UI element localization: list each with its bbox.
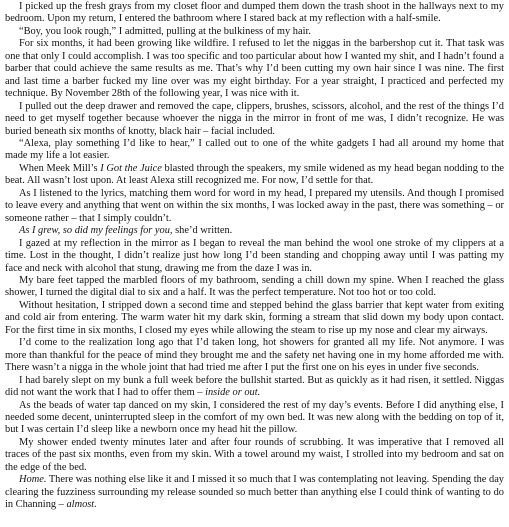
text-run: “Boy, you look rough,” I admitted, pulling at the bulkiness of my hair. <box>19 25 311 37</box>
body-paragraph <box>5 400 504 437</box>
text-run: My shower ended twenty minutes later and after four rounds of scrubbing. It was imperative that I removed all traces of the past six months, even from my skin. With a towel around my waist, I strolled into my bedroom and sat on the edge of the bed. <box>5 436 504 473</box>
text-run: she’d written. <box>172 225 233 237</box>
text-run: There was nothing else like it and I missed it so much that I was contemplating not leaving. Spending the day clearing the fuzziness surrounding my release sounded so much better than anything else I could think of wanting to do in Channing – <box>5 474 504 511</box>
text-run: As I listened to the lyrics, matching them word for word in my head, I prepared my utensils. And though I promised to leave every and anything that went on within the six months, I was locked away in the past, there was something – or someone rather – that I simply couldn’t. <box>5 187 504 224</box>
text-run: blasted through the speakers, my smile widened as my head began nodding to the beat. All wasn’t lost upon. At least Alexa still recognized me. For now, I’d settle for that. <box>5 162 505 187</box>
body-paragraph <box>5 26 504 38</box>
body-paragraph <box>5 188 504 225</box>
text-run: I’d come to the realization long ago that I’d taken long, hot showers for granted all my life. Not anymore. I was more than thankful for the peace of mind they brought me and the safety net having one in my home afforded me with. There wasn’t a nigga in the whole joint that had tried me after I put the first one on his eyes in under five seconds. <box>5 337 504 374</box>
body-paragraph <box>5 38 504 100</box>
body-paragraph <box>5 163 504 188</box>
italic-text-run: As I grew, so did my feelings for you, <box>19 225 173 237</box>
italic-text-run: inside or out. <box>205 387 261 399</box>
body-paragraph <box>5 337 504 374</box>
text-run: “Alexa, play something I’d like to hear,” I called out to one of the white gadgets I had all around my home that made my life a lot easier. <box>5 137 504 162</box>
text-run: I had barely slept on my bunk a full week before the bullshit started. But as quickly as it had risen, it settled. Niggas did not want the work that I had to offer them – <box>5 374 504 399</box>
text-run: My bare feet tapped the marbled floors of my bathroom, sending a chill down my spine. When I reached the glass shower, I turned the digital dial to six and a half. It was the perfect temperature. Not too hot or too cold. <box>5 274 504 299</box>
text-run: As the beads of water tap danced on my skin, I considered the rest of my day’s events. Before I did anything else, I needed some decent, uninterrupted sleep in the comfort of my own bed. It was new along with the bedding on top of it, but I was certain I’d sleep like a newborn once my head hit the pillow. <box>5 399 504 436</box>
body-paragraph <box>5 101 504 138</box>
body-paragraph <box>5 138 504 163</box>
italic-text-run: I Got the Juice <box>100 162 162 174</box>
text-run: Without hesitation, I stripped down a second time and stepped behind the glass barrier that kept water from exiting and cold air from entering. The warm water hit my dark skin, forming a stream that slid down my body upon contact. For the first time in six months, I closed my eyes while allowing the steam to rise up my nose and clear my airways. <box>5 299 504 336</box>
text-run: When Meek Mill’s <box>19 162 101 174</box>
italic-text-run: Home. <box>19 474 47 486</box>
body-paragraph <box>5 238 504 275</box>
body-paragraph <box>5 375 504 400</box>
text-run: I gazed at my reflection in the mirror as I began to reveal the man behind the wool one stroke of my clippers at a time. Lost in the thought, I didn’t realize just how long I’d been standing and chopping away until I was patting my face and neck with alcohol that stung, drawing me from the daze I was in. <box>5 237 504 274</box>
body-paragraph <box>5 225 504 237</box>
body-paragraph <box>5 437 504 474</box>
body-paragraph <box>5 1 504 26</box>
body-paragraph <box>5 300 504 337</box>
italic-text-run: almost. <box>66 499 97 511</box>
text-run: For six months, it had been growing like wildfire. I refused to let the niggas in the barbershop cut it. That task was one that only I could accomplish. I was too specific and too particular about how I wanted my shit, and I hadn’t found a barber that could achieve the same results as me. That’s why I’d been cutting my own hair since I was nine. The first and last time a barber fucked my line over was my eight birthday. For a year straight, I practiced and perfected my technique. By November 28th of the following year, I was nice with it. <box>5 38 504 100</box>
text-run: I pulled out the deep drawer and removed the cape, clippers, brushes, scissors, alcohol, and the rest of the things I’d need to get myself together because whoever the nigga in the mirror in front of me was, I didn’t recognize. He was buried beneath six months of knotty, black hair – facial included. <box>5 100 504 137</box>
body-paragraph <box>5 275 504 300</box>
body-paragraph <box>5 474 504 511</box>
text-run: I picked up the fresh grays from my closet floor and dumped them down the trash shoot in the hallways next to my bedroom. Upon my return, I entered the bathroom where I stared back at my reflection with a half-smile. <box>5 1 504 25</box>
